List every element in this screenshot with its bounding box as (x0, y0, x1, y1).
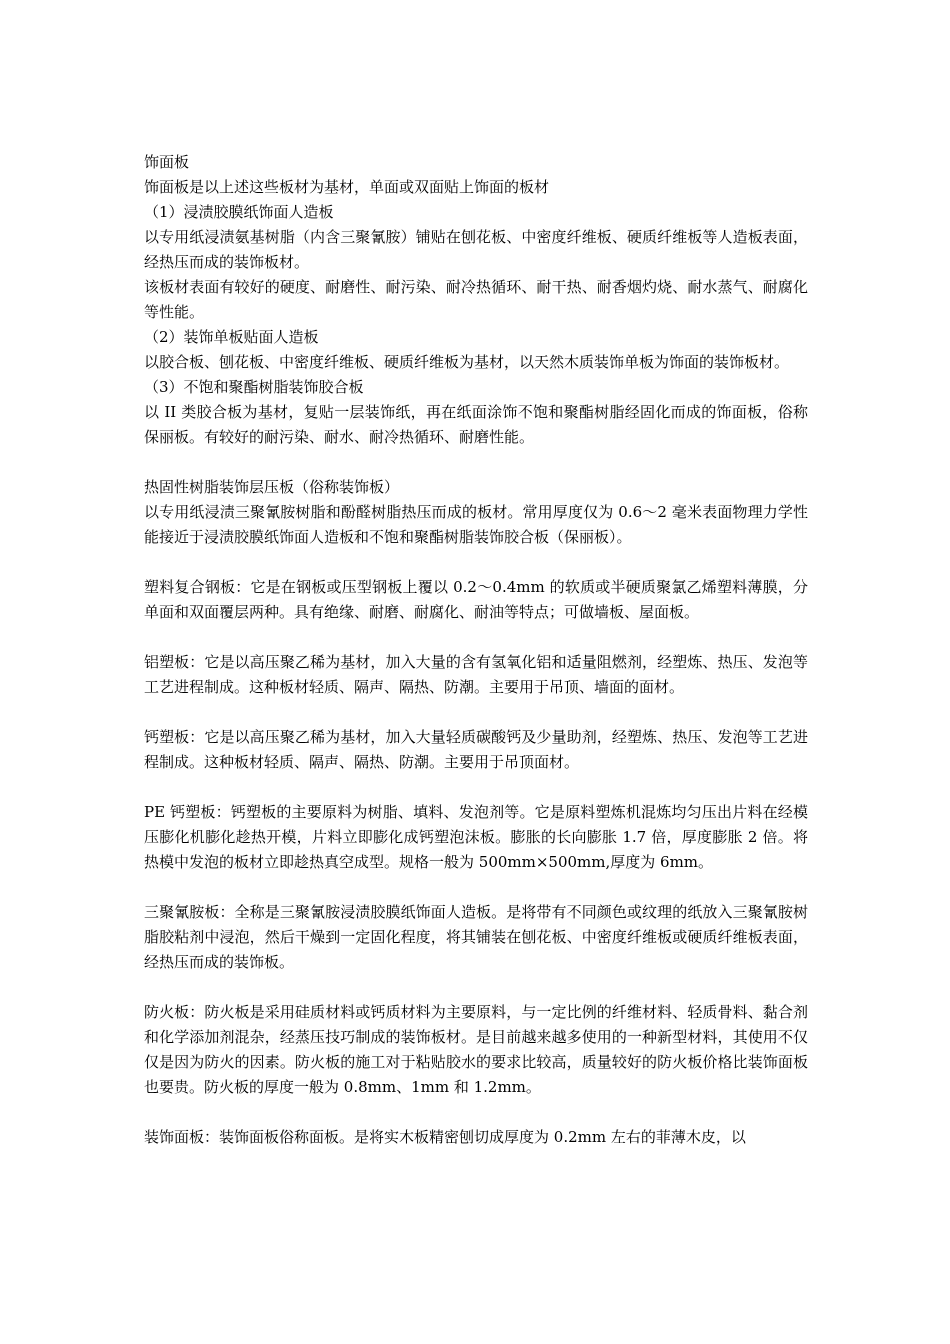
document-page (144, 150, 808, 1150)
subheading-polyester-plywood: （3）不饱和聚酯树脂装饰胶合板 (144, 378, 364, 396)
paragraph-veneer-panel: 装饰面板：装饰面板俗称面板。是将实木板精密刨切成厚度为 0.2mm 左右的菲薄木皮，以 (144, 1128, 746, 1146)
paragraph-fireproof: 防火板：防火板是采用硅质材料或钙质材料为主要原料，与一定比例的纤维材料、轻质骨料、黏合剂和化学添加剂混杂，经蒸压技巧制成的装饰板材。是目前越来越多使用的一种新型材料，其使用不仅仅是因为防火的因素。防火板的施工对于粘贴胶水的要求比较高，质量较好的防火板价格比装饰面板也要贵。防火板的厚度一般为 0.8mm、1mm 和 1.2mm。 (144, 1003, 808, 1096)
paragraph-impregnated-paper-props: 该板材表面有较好的硬度、耐磨性、耐污染、耐冷热循环、耐干热、耐香烟灼烧、耐水蒸气、耐腐化等性能。 (144, 278, 808, 321)
paragraph-calcium-plastic: 钙塑板：它是以高压聚乙稀为基材，加入大量轻质碳酸钙及少量助剂，经塑炼、热压、发泡等工艺进程制成。这种板材轻质、隔声、隔热、防潮。主要用于吊顶面材。 (144, 728, 808, 771)
blank-line (144, 975, 808, 1000)
paragraph-polyester-plywood-def: 以 II 类胶合板为基材，复贴一层装饰纸，再在纸面涂饰不饱和聚酯树脂经固化而成的饰面板，俗称保丽板。有较好的耐污染、耐水、耐冷热循环、耐磨性能。 (144, 403, 808, 446)
blank-line (144, 1100, 808, 1125)
paragraph-laminate-def: 以专用纸浸渍三聚氰胺树脂和酚醛树脂热压而成的板材。常用厚度仅为 0.6～2 毫米表面物理力学性能接近于浸渍胶膜纸饰面人造板和不饱和聚酯树脂装饰胶合板（保丽板）。 (144, 503, 808, 546)
blank-line (144, 450, 808, 475)
paragraph-pe-calcium-plastic: PE 钙塑板：钙塑板的主要原料为树脂、填料、发泡剂等。它是原料塑炼机混炼均匀压出片料在经模压膨化机膨化趁热开模，片料立即膨化成钙塑泡沫板。膨胀的长向膨胀 1.7 倍，厚度膨胀 2 倍。将热模中发泡的板材立即趁热真空成型。规格一般为 500mm×500mm,厚度为 6mm。 (144, 803, 808, 871)
blank-line (144, 550, 808, 575)
blank-line (144, 700, 808, 725)
paragraph-aluminum-plastic: 铝塑板：它是以高压聚乙稀为基材，加入大量的含有氢氧化铝和适量阻燃剂，经塑炼、热压、发泡等工艺进程制成。这种板材轻质、隔声、隔热、防潮。主要用于吊顶、墙面的面材。 (144, 653, 808, 696)
paragraph-veneer-overlay-def: 以胶合板、刨花板、中密度纤维板、硬质纤维板为基材，以天然木质装饰单板为饰面的装饰板材。 (144, 353, 790, 371)
blank-line (144, 625, 808, 650)
paragraph-plastic-steel: 塑料复合钢板：它是在钢板或压型钢板上覆以 0.2～0.4mm 的软质或半硬质聚氯乙烯塑料薄膜，分单面和双面覆层两种。具有绝缘、耐磨、耐腐化、耐油等特点；可做墙板、屋面板。 (144, 578, 808, 621)
heading-laminate: 热固性树脂装饰层压板（俗称装饰板） (144, 478, 400, 496)
paragraph-impregnated-paper-def: 以专用纸浸渍氨基树脂（内含三聚氰胺）铺贴在刨花板、中密度纤维板、硬质纤维板等人造板表面，经热压而成的装饰板材。 (144, 228, 808, 271)
subheading-veneer-overlay: （2）装饰单板贴面人造板 (144, 328, 319, 346)
paragraph-decorative-panel-intro: 饰面板是以上述这些板材为基材，单面或双面贴上饰面的板材 (144, 178, 550, 196)
blank-line (144, 875, 808, 900)
blank-line (144, 775, 808, 800)
subheading-impregnated-paper: （1）浸渍胶膜纸饰面人造板 (144, 203, 334, 221)
paragraph-melamine: 三聚氰胺板：全称是三聚氰胺浸渍胶膜纸饰面人造板。是将带有不同颜色或纹理的纸放入三聚氰胺树脂胶粘剂中浸泡，然后干燥到一定固化程度，将其铺装在刨花板、中密度纤维板或硬质纤维板表面，经热压而成的装饰板。 (144, 903, 808, 971)
heading-decorative-panel: 饰面板 (144, 153, 190, 171)
